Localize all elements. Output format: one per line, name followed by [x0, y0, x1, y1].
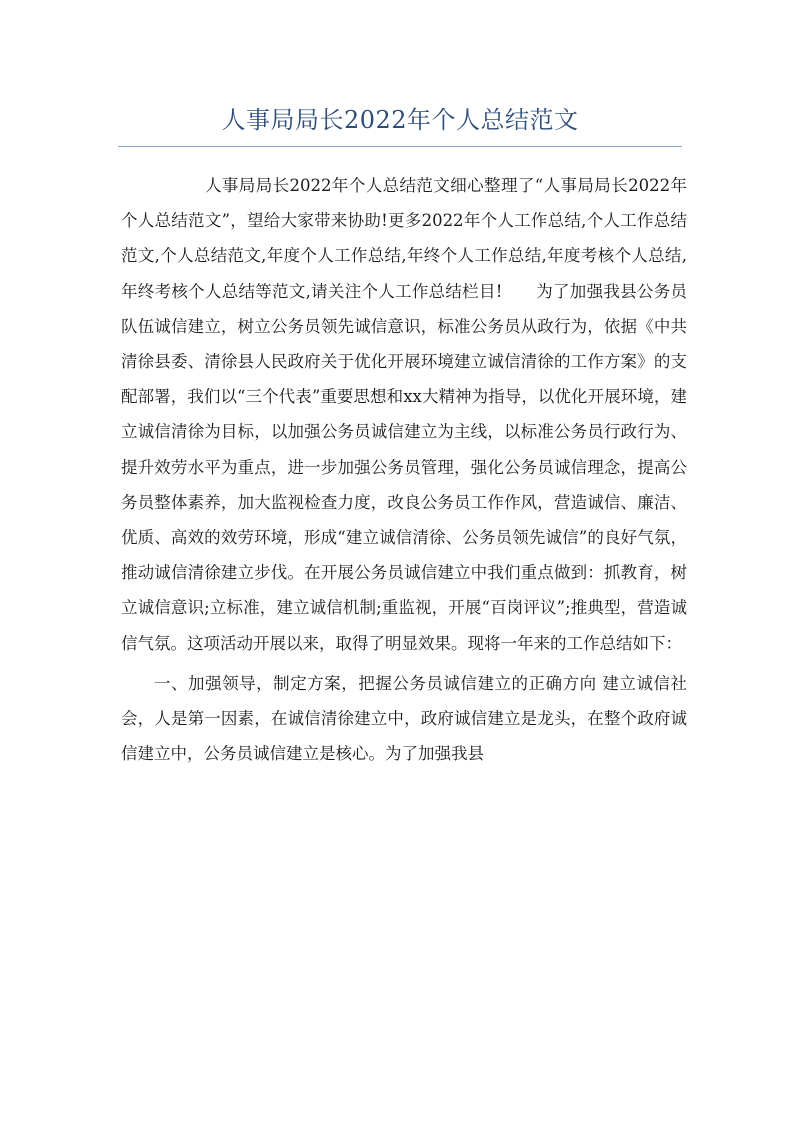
body-paragraph-1: 人事局局长2022年个人总结范文细心整理了“人事局局长2022年个人总结范文”，望给大家带来协助!更多2022年个人工作总结,个人工作总结范文,个人总结范文,年度个人工作总结,年终个人工作总结,年度考核个人总结,年终考核个人总结等范文,请关注个人工作总结栏目! 为了加强我县公务员队伍诚信建立，树立公务员领先诚信意识，标准公务员从政行为，依据《中共清徐县委、清徐县人民政府关于优化开展环境建立诚信清徐的工作方案》的支配部署，我们以“三个代表”重要思想和xx大精神为指导，以优化开展环境，建立诚信清徐为目标，以加强公务员诚信建立为主线，以标准公务员行政行为、提升效劳水平为重点，进一步加强公务员管理，强化公务员诚信理念，提高公务员整体素养，加大监视检查力度，改良公务员工作作风，营造诚信、廉洁、优质、高效的效劳环境，形成“建立诚信清徐、公务员领先诚信”的良好气氛，推动诚信清徐建立步伐。在开展公务员诚信建立中我们重点做到：抓教育，树立诚信意识;立标准，建立诚信机制;重监视，开展“百岗评议”;推典型，营造诚信气氛。这项活动开展以来，取得了明显效果。现将一年来的工作总结如下： [121, 176, 687, 653]
document-title: 人事局局长2022年个人总结范文 [221, 106, 579, 134]
title-divider [118, 146, 682, 147]
body-paragraph-2: 一、加强领导，制定方案，把握公务员诚信建立的正确方向 建立诚信社会，人是第一因素，在诚信清徐建立中，政府诚信建立是龙头，在整个政府诚信建立中，公务员诚信建立是核心。为了加强我县 [121, 673, 687, 764]
document-body [121, 168, 687, 771]
